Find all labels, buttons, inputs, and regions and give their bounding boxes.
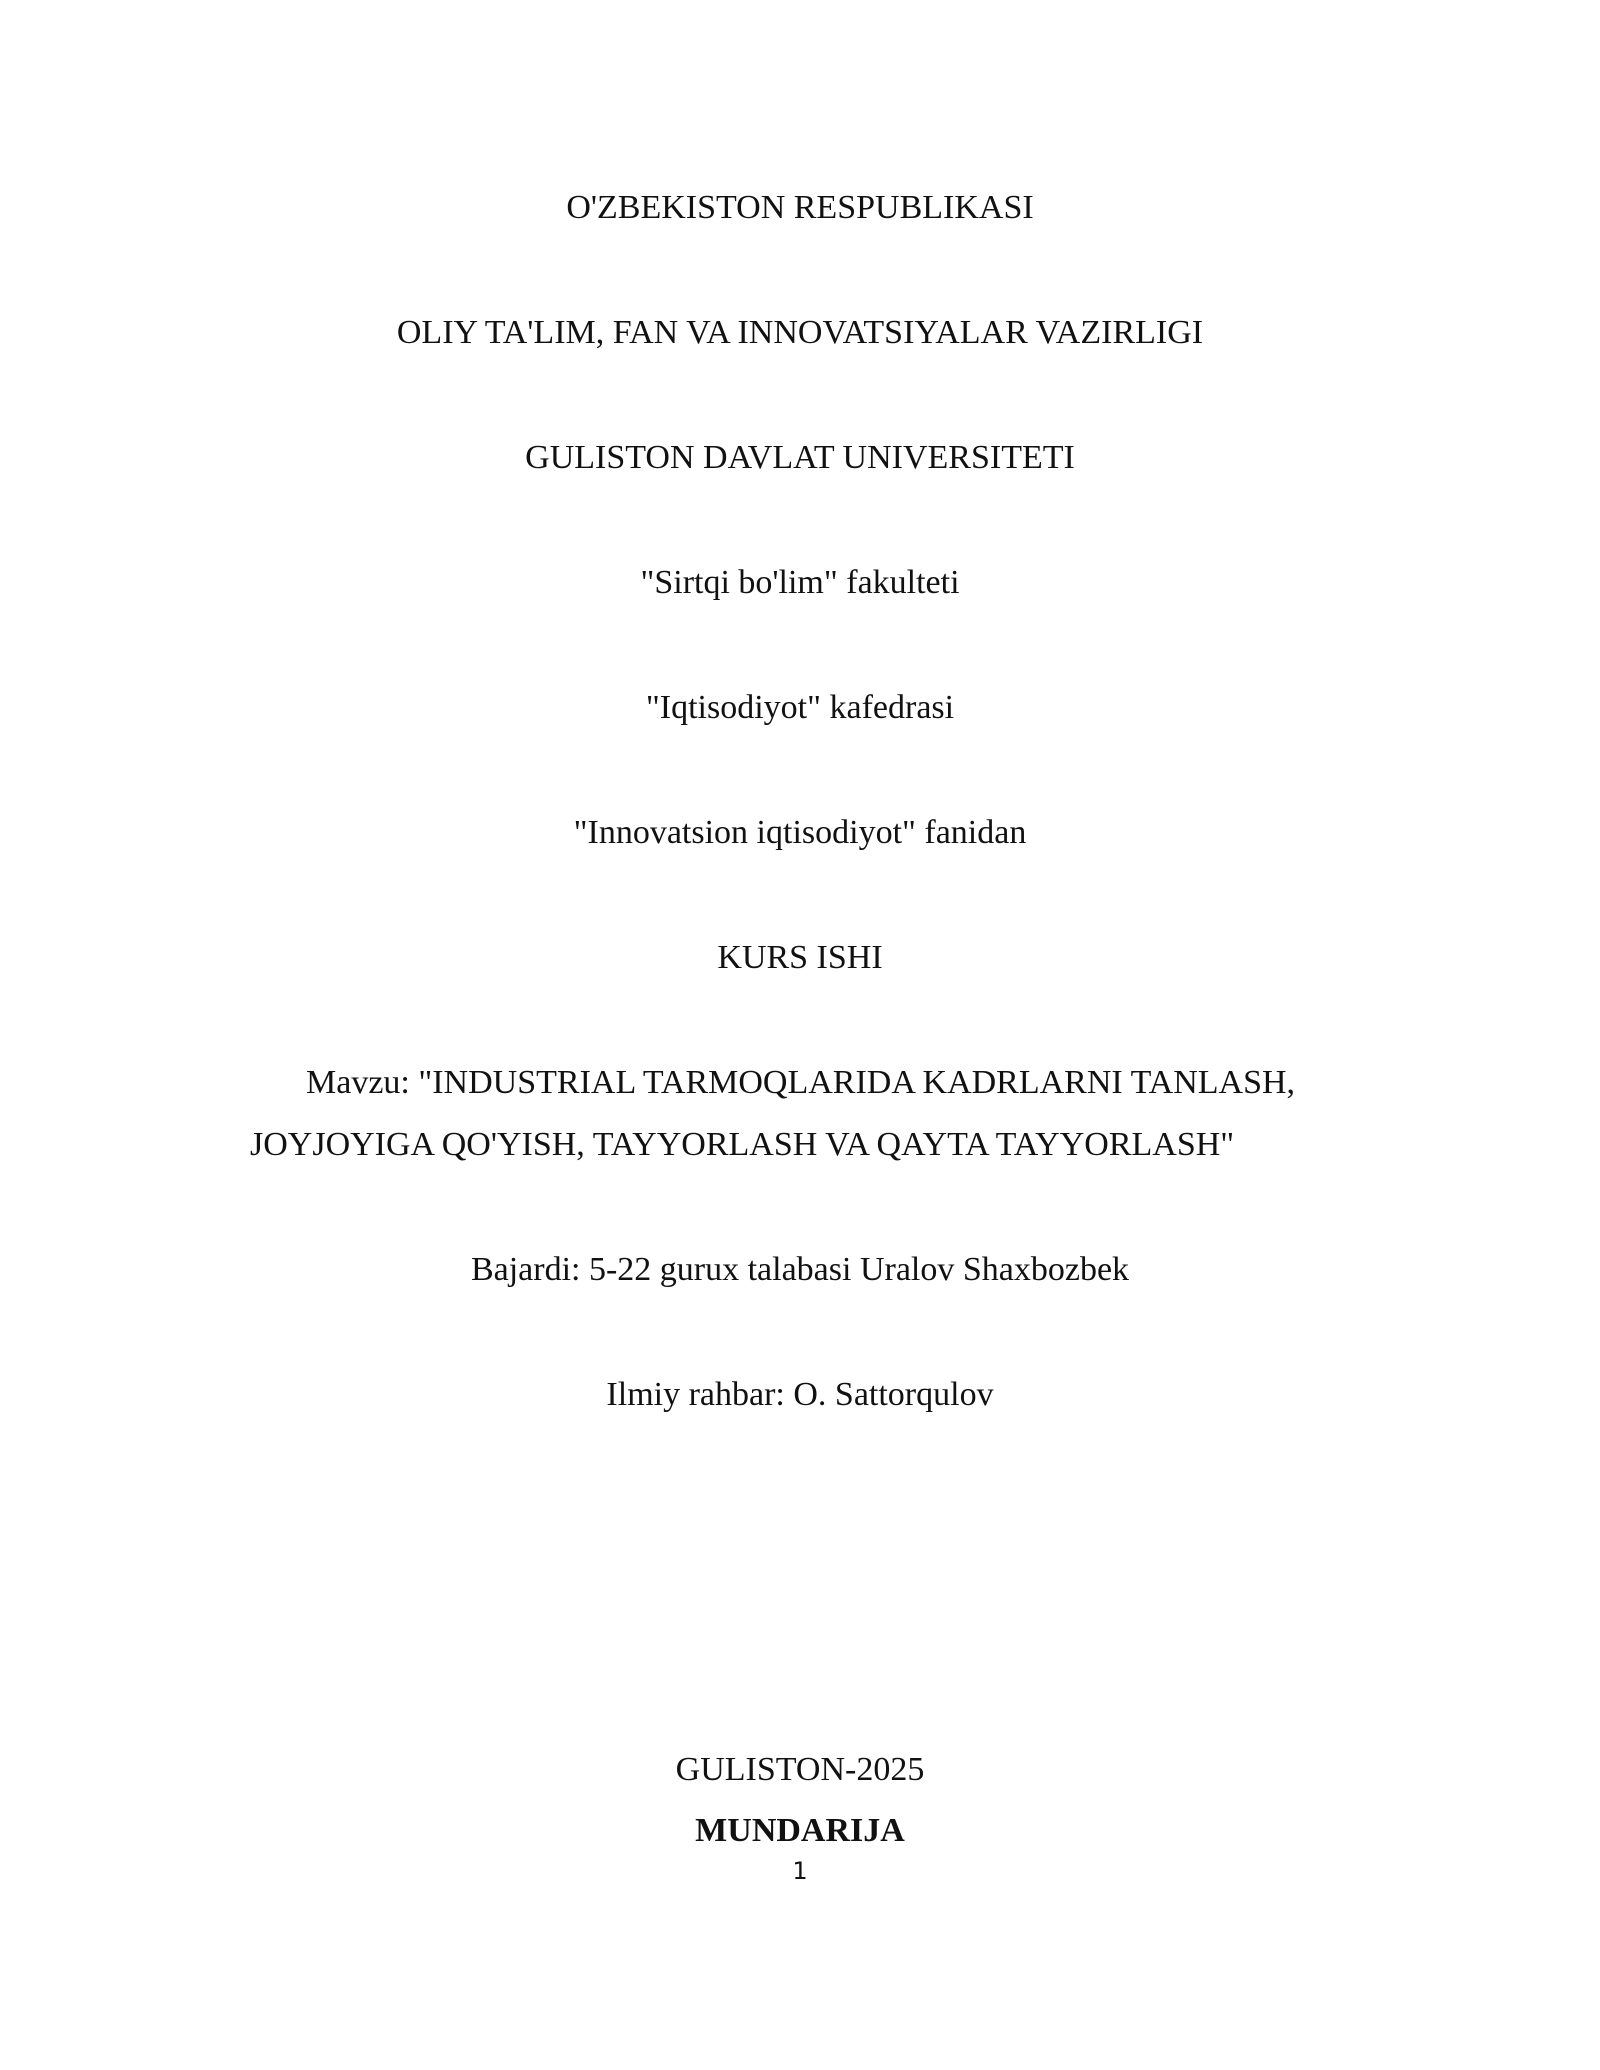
faculty-line: "Sirtqi bo'lim" fakulteti	[640, 564, 960, 601]
university-heading: GULISTON DAVLAT UNIVERSITETI	[525, 439, 1075, 476]
page-number: 1	[792, 1857, 808, 1885]
subject-line: "Innovatsion iqtisodiyot" fanidan	[573, 814, 1027, 851]
contents-heading: MUNDARIJA	[695, 1812, 905, 1849]
supervisor-line: Ilmiy rahbar: O. Sattorqulov	[606, 1376, 994, 1413]
department-line: "Iqtisodiyot" kafedrasi	[645, 689, 955, 726]
work-type-heading: KURS ISHI	[717, 939, 883, 976]
city-year-line: GULISTON-2025	[675, 1751, 925, 1788]
ministry-heading: OLIY TA'LIM, FAN VA INNOVATSIYALAR VAZIRLIGI	[396, 314, 1204, 351]
topic-paragraph: Mavzu: "INDUSTRIAL TARMOQLARIDA KADRLARNI TANLASH, JOYJOYIGA QO'YISH, TAYYORLASH VA QAYTA TAYYORLASH"	[250, 1064, 1296, 1163]
performer-line: Bajardi: 5-22 gurux talabasi Uralov Shaxbozbek	[470, 1251, 1130, 1288]
republic-heading: O'ZBEKISTON RESPUBLIKASI	[566, 189, 1034, 226]
